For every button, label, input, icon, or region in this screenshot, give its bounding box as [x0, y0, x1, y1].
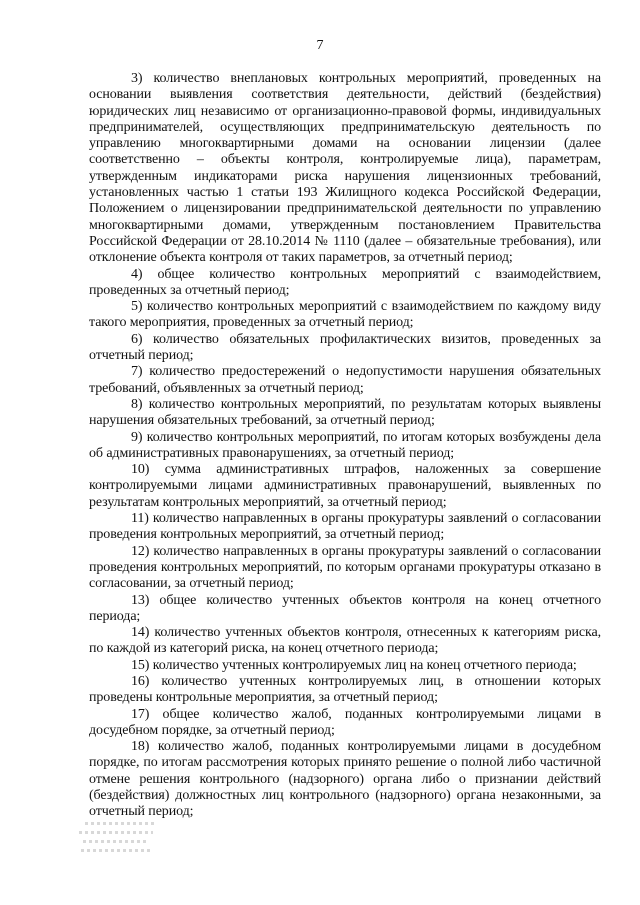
list-item-18: 18) количество жалоб, поданных контролируемыми лицами в досудебном порядке, по итогам рассмотрения которых принято решение о полной либо частичной отмене решения контрольного (надзорного) органа либо о признании действий (бездействия) должностных лиц контрольного (надзорного) органа незаконными, за отчетный период;	[89, 739, 601, 820]
list-item-10: 10) сумма административных штрафов, наложенных за совершение контролируемыми лицами административных правонарушений, выявленных по результатам контрольных мероприятий, за отчетный период;	[89, 462, 601, 510]
list-item-12: 12) количество направленных в органы прокуратуры заявлений о согласовании проведения контрольных мероприятий, по которым органами прокуратуры отказано в согласовании, за отчетный период;	[89, 543, 601, 592]
list-item-11: 11) количество направленных в органы прокуратуры заявлений о согласовании проведения контрольных мероприятий, за отчетный период;	[89, 511, 601, 543]
list-item-17: 17) общее количество жалоб, поданных контролируемыми лицами в досудебном порядке, за отчетный период;	[89, 706, 601, 738]
page-number: 7	[316, 38, 324, 53]
list-item-6: 6) количество обязательных профилактических визитов, проведенных за отчетный период;	[89, 331, 601, 364]
list-item-9: 9) количество контрольных мероприятий, по итогам которых возбуждены дела об административных правонарушениях, за отчетный период;	[89, 429, 601, 461]
list-item-4: 4) общее количество контрольных мероприятий с взаимодействием, проведенных за отчетный период;	[89, 266, 601, 298]
list-item-5: 5) количество контрольных мероприятий с взаимодействием по каждому виду такого мероприятия, проведенных за отчетный период;	[89, 299, 601, 331]
list-item-13: 13) общее количество учтенных объектов контроля на конец отчетного периода;	[89, 592, 601, 624]
list-item-16: 16) количество учтенных контролируемых лиц, в отношении которых проведены контрольные мероприятия, за отчетный период;	[89, 673, 601, 706]
faded-stamp-mark	[79, 822, 157, 870]
list-item-3: 3) количество внеплановых контрольных мероприятий, проведенных на основании выявления соответствия деятельности, действий (бездействия) юридических лиц независимо от организационно-правовой формы, индивидуальных предпринимателей, осуществляющих предпринимательскую деятельность по управлению многоквартирными домами на основании лицензии (далее соответственно – объекты контроля, контролируемые лица), параметрам, утвержденным индикаторами риска нарушения лицензионных требований, установленных частью 1 статьи 193 Жилищного кодекса Российской Федерации, Положением о лицензировании предпринимательской деятельности по управлению многоквартирными домами, утвержденным постановлением Правительства Российской Федерации от 28.10.2014 № 1110 (далее – обязательные требования), или отклонение объекта контроля от таких параметров, за отчетный период;	[89, 71, 601, 266]
list-item-14: 14) количество учтенных объектов контроля, отнесенных к категориям риска, по каждой из категорий риска, на конец отчетного периода;	[89, 625, 601, 657]
list-item-15: 15) количество учтенных контролируемых лиц на конец отчетного периода;	[131, 657, 577, 673]
document-body	[89, 71, 601, 821]
list-item-8: 8) количество контрольных мероприятий, по результатам которых выявлены нарушения обязательных требований, за отчетный период;	[89, 396, 601, 429]
list-item-7: 7) количество предостережений о недопустимости нарушения обязательных требований, объявленных за отчетный период;	[89, 364, 601, 396]
